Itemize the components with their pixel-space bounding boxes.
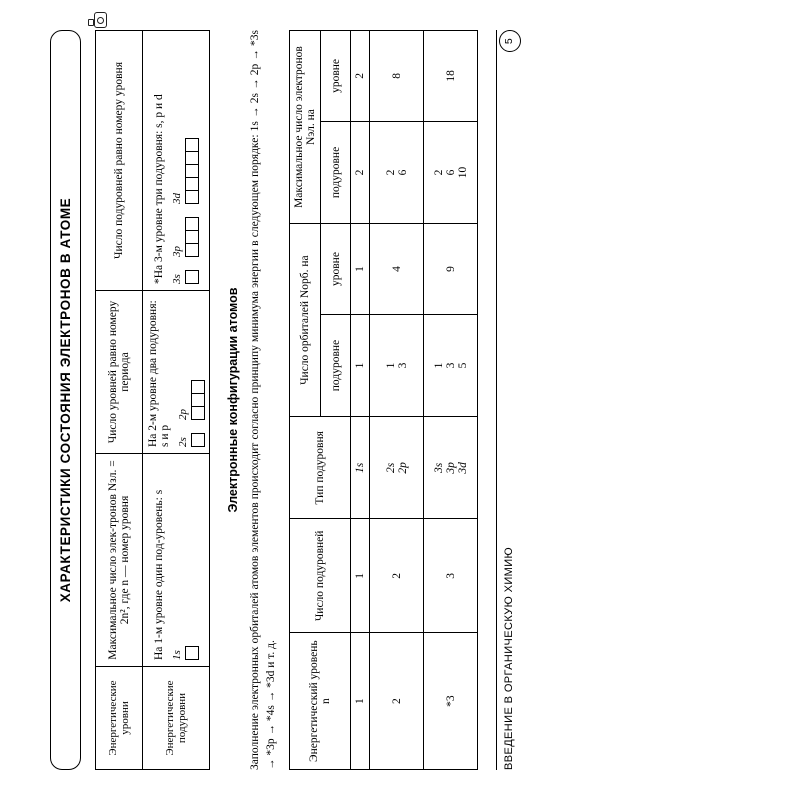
header-sublevel-type: Тип подуровня bbox=[290, 417, 351, 519]
cell-level: 2 bbox=[370, 633, 424, 770]
orbital-box bbox=[185, 230, 199, 244]
cell-types bbox=[424, 417, 478, 519]
orbital-label-3d: 3d bbox=[171, 193, 183, 204]
orbital-boxes-3p bbox=[185, 218, 199, 257]
orbital-boxes-3d bbox=[185, 139, 199, 204]
cell-sublevels: 1 bbox=[351, 519, 370, 633]
section-title: Электронные конфигурации атомов bbox=[226, 287, 240, 513]
section-paragraph: Заполнение электронных орбиталей атомов элементов происходит согласно принципу минимума энергии в следующем порядке: 1s → 2s → 2p → *3s → *3p → *4s → *3d и т. д. bbox=[249, 30, 277, 770]
header-sublevels-count: Число подуровней равно номеру уровня bbox=[96, 31, 143, 291]
cell-value-line: 3 bbox=[396, 362, 409, 369]
subheader-el-sub: подуровне bbox=[321, 121, 351, 223]
orbital-group-2p bbox=[177, 381, 205, 420]
orbital-label-2s: 2s bbox=[177, 437, 189, 447]
cell-type-line: 3p bbox=[444, 462, 457, 474]
orbital-group-1s bbox=[171, 647, 199, 660]
cell-value-line: 6 bbox=[444, 169, 457, 176]
cell-sublevels: 3 bbox=[424, 519, 478, 633]
orbital-box bbox=[185, 151, 199, 165]
orbital-box bbox=[185, 646, 199, 660]
cell-value-line: 2 bbox=[384, 169, 397, 176]
orbital-box bbox=[185, 164, 199, 178]
table-row bbox=[370, 31, 424, 770]
orbital-box bbox=[185, 190, 199, 204]
orbital-group-3s bbox=[171, 271, 199, 284]
cell-el-lvl: 2 bbox=[351, 31, 370, 122]
cell-value-line: 10 bbox=[456, 166, 469, 179]
cell-level-3-text: *На 3-м уровне три подуровня: s, p и d bbox=[153, 94, 165, 284]
cell-level: 1 bbox=[351, 633, 370, 770]
orbital-boxes-2p bbox=[191, 381, 205, 420]
orbital-boxes-2s bbox=[191, 434, 205, 447]
page-number: 5 bbox=[499, 30, 521, 52]
cell-orb-sub bbox=[424, 314, 478, 416]
orbital-group-2s bbox=[177, 434, 205, 447]
orbital-label-3s: 3s bbox=[171, 274, 183, 284]
table-header-row bbox=[290, 31, 321, 770]
rotated-content bbox=[50, 30, 750, 770]
configurations-table bbox=[289, 30, 478, 770]
orbital-box bbox=[185, 138, 199, 152]
orbital-box bbox=[185, 270, 199, 284]
cell-type-line: 2s bbox=[384, 462, 397, 473]
row-label-sublevels: Энергетические подуровни bbox=[143, 667, 210, 770]
orbital-box bbox=[185, 217, 199, 231]
cell-value-line: 6 bbox=[396, 169, 409, 176]
cell-level-1-text: На 1-м уровне один под-уровень: s bbox=[153, 489, 165, 660]
header-orbital-count: Число орбиталей Nорб. на bbox=[290, 224, 321, 417]
cell-type-line: 2p bbox=[396, 462, 409, 474]
camera-icon bbox=[86, 4, 116, 34]
cell-el-lvl: 8 bbox=[370, 31, 424, 122]
orbital-diagram-1 bbox=[171, 460, 199, 660]
orbital-group-3d bbox=[171, 139, 199, 204]
table-row bbox=[351, 31, 370, 770]
cell-level: *3 bbox=[424, 633, 478, 770]
cell-type-line: 3s bbox=[432, 462, 445, 473]
page-title: ХАРАКТЕРИСТИКИ СОСТОЯНИЯ ЭЛЕКТРОНОВ В АТОМЕ bbox=[50, 30, 81, 770]
cell-types bbox=[370, 417, 424, 519]
cell-orb-sub bbox=[370, 314, 424, 416]
orbital-boxes-1s bbox=[185, 647, 199, 660]
orbital-label-2p: 2p bbox=[177, 409, 189, 420]
orbital-group-3p bbox=[171, 218, 199, 257]
cell-type-line: 3d bbox=[456, 462, 469, 474]
header-level: Энергетический уровень n bbox=[290, 633, 351, 770]
cell-orb-lvl: 9 bbox=[424, 224, 478, 315]
cell-level-2-text: На 2-м уровне два подуровня: s и p bbox=[147, 300, 171, 447]
subheader-orb-lvl: уровне bbox=[321, 224, 351, 315]
table-row bbox=[143, 31, 210, 770]
orbital-boxes-3s bbox=[185, 271, 199, 284]
orbital-box bbox=[191, 406, 205, 420]
orbital-diagram-2 bbox=[177, 297, 205, 447]
table-row bbox=[424, 31, 478, 770]
cell-value-line: 1 bbox=[432, 362, 445, 369]
orbital-box bbox=[191, 393, 205, 407]
header-levels-count: Число уровней равно номеру периода bbox=[96, 291, 143, 454]
orbital-box bbox=[191, 380, 205, 394]
cell-sublevels: 2 bbox=[370, 519, 424, 633]
header-sublevel-count: Число подуровней bbox=[290, 519, 351, 633]
subheader-el-lvl: уровне bbox=[321, 31, 351, 122]
subheader-orb-sub: подуровне bbox=[321, 314, 351, 416]
cell-el-sub bbox=[424, 121, 478, 223]
header-max-electrons: Максимальное число элек-тронов Nзл. = 2n², где n — номер уровня bbox=[96, 454, 143, 667]
footer bbox=[496, 30, 515, 770]
cell-level-2 bbox=[143, 291, 210, 454]
cell-orb-lvl: 4 bbox=[370, 224, 424, 315]
cell-value-line: 2 bbox=[432, 169, 445, 176]
cell-value-line: 1 bbox=[384, 362, 397, 369]
footer-text: ВВЕДЕНИЕ В ОРГАНИЧЕСКУЮ ХИМИЮ bbox=[503, 546, 516, 770]
cell-orb-sub: 1 bbox=[351, 314, 370, 416]
orbital-box bbox=[191, 433, 205, 447]
cell-orb-lvl: 1 bbox=[351, 224, 370, 315]
row-label-levels: Энергетические уровни bbox=[96, 667, 143, 770]
cell-value-line: 5 bbox=[456, 362, 469, 369]
orbital-box bbox=[185, 177, 199, 191]
header-electron-count: Максимальное число электронов Nэл. на bbox=[290, 31, 321, 224]
characteristics-table bbox=[95, 30, 210, 770]
cell-types: 1s bbox=[351, 417, 370, 519]
cell-level-3 bbox=[143, 31, 210, 291]
cell-value-line: 3 bbox=[444, 362, 457, 369]
cell-el-lvl: 18 bbox=[424, 31, 478, 122]
cell-el-sub: 2 bbox=[351, 121, 370, 223]
orbital-label-3p: 3p bbox=[171, 246, 183, 257]
orbital-box bbox=[185, 243, 199, 257]
orbital-diagram-3 bbox=[171, 37, 199, 284]
cell-el-sub bbox=[370, 121, 424, 223]
cell-level-1 bbox=[143, 454, 210, 667]
orbital-label-1s: 1s bbox=[171, 650, 183, 660]
table-row bbox=[96, 31, 143, 770]
